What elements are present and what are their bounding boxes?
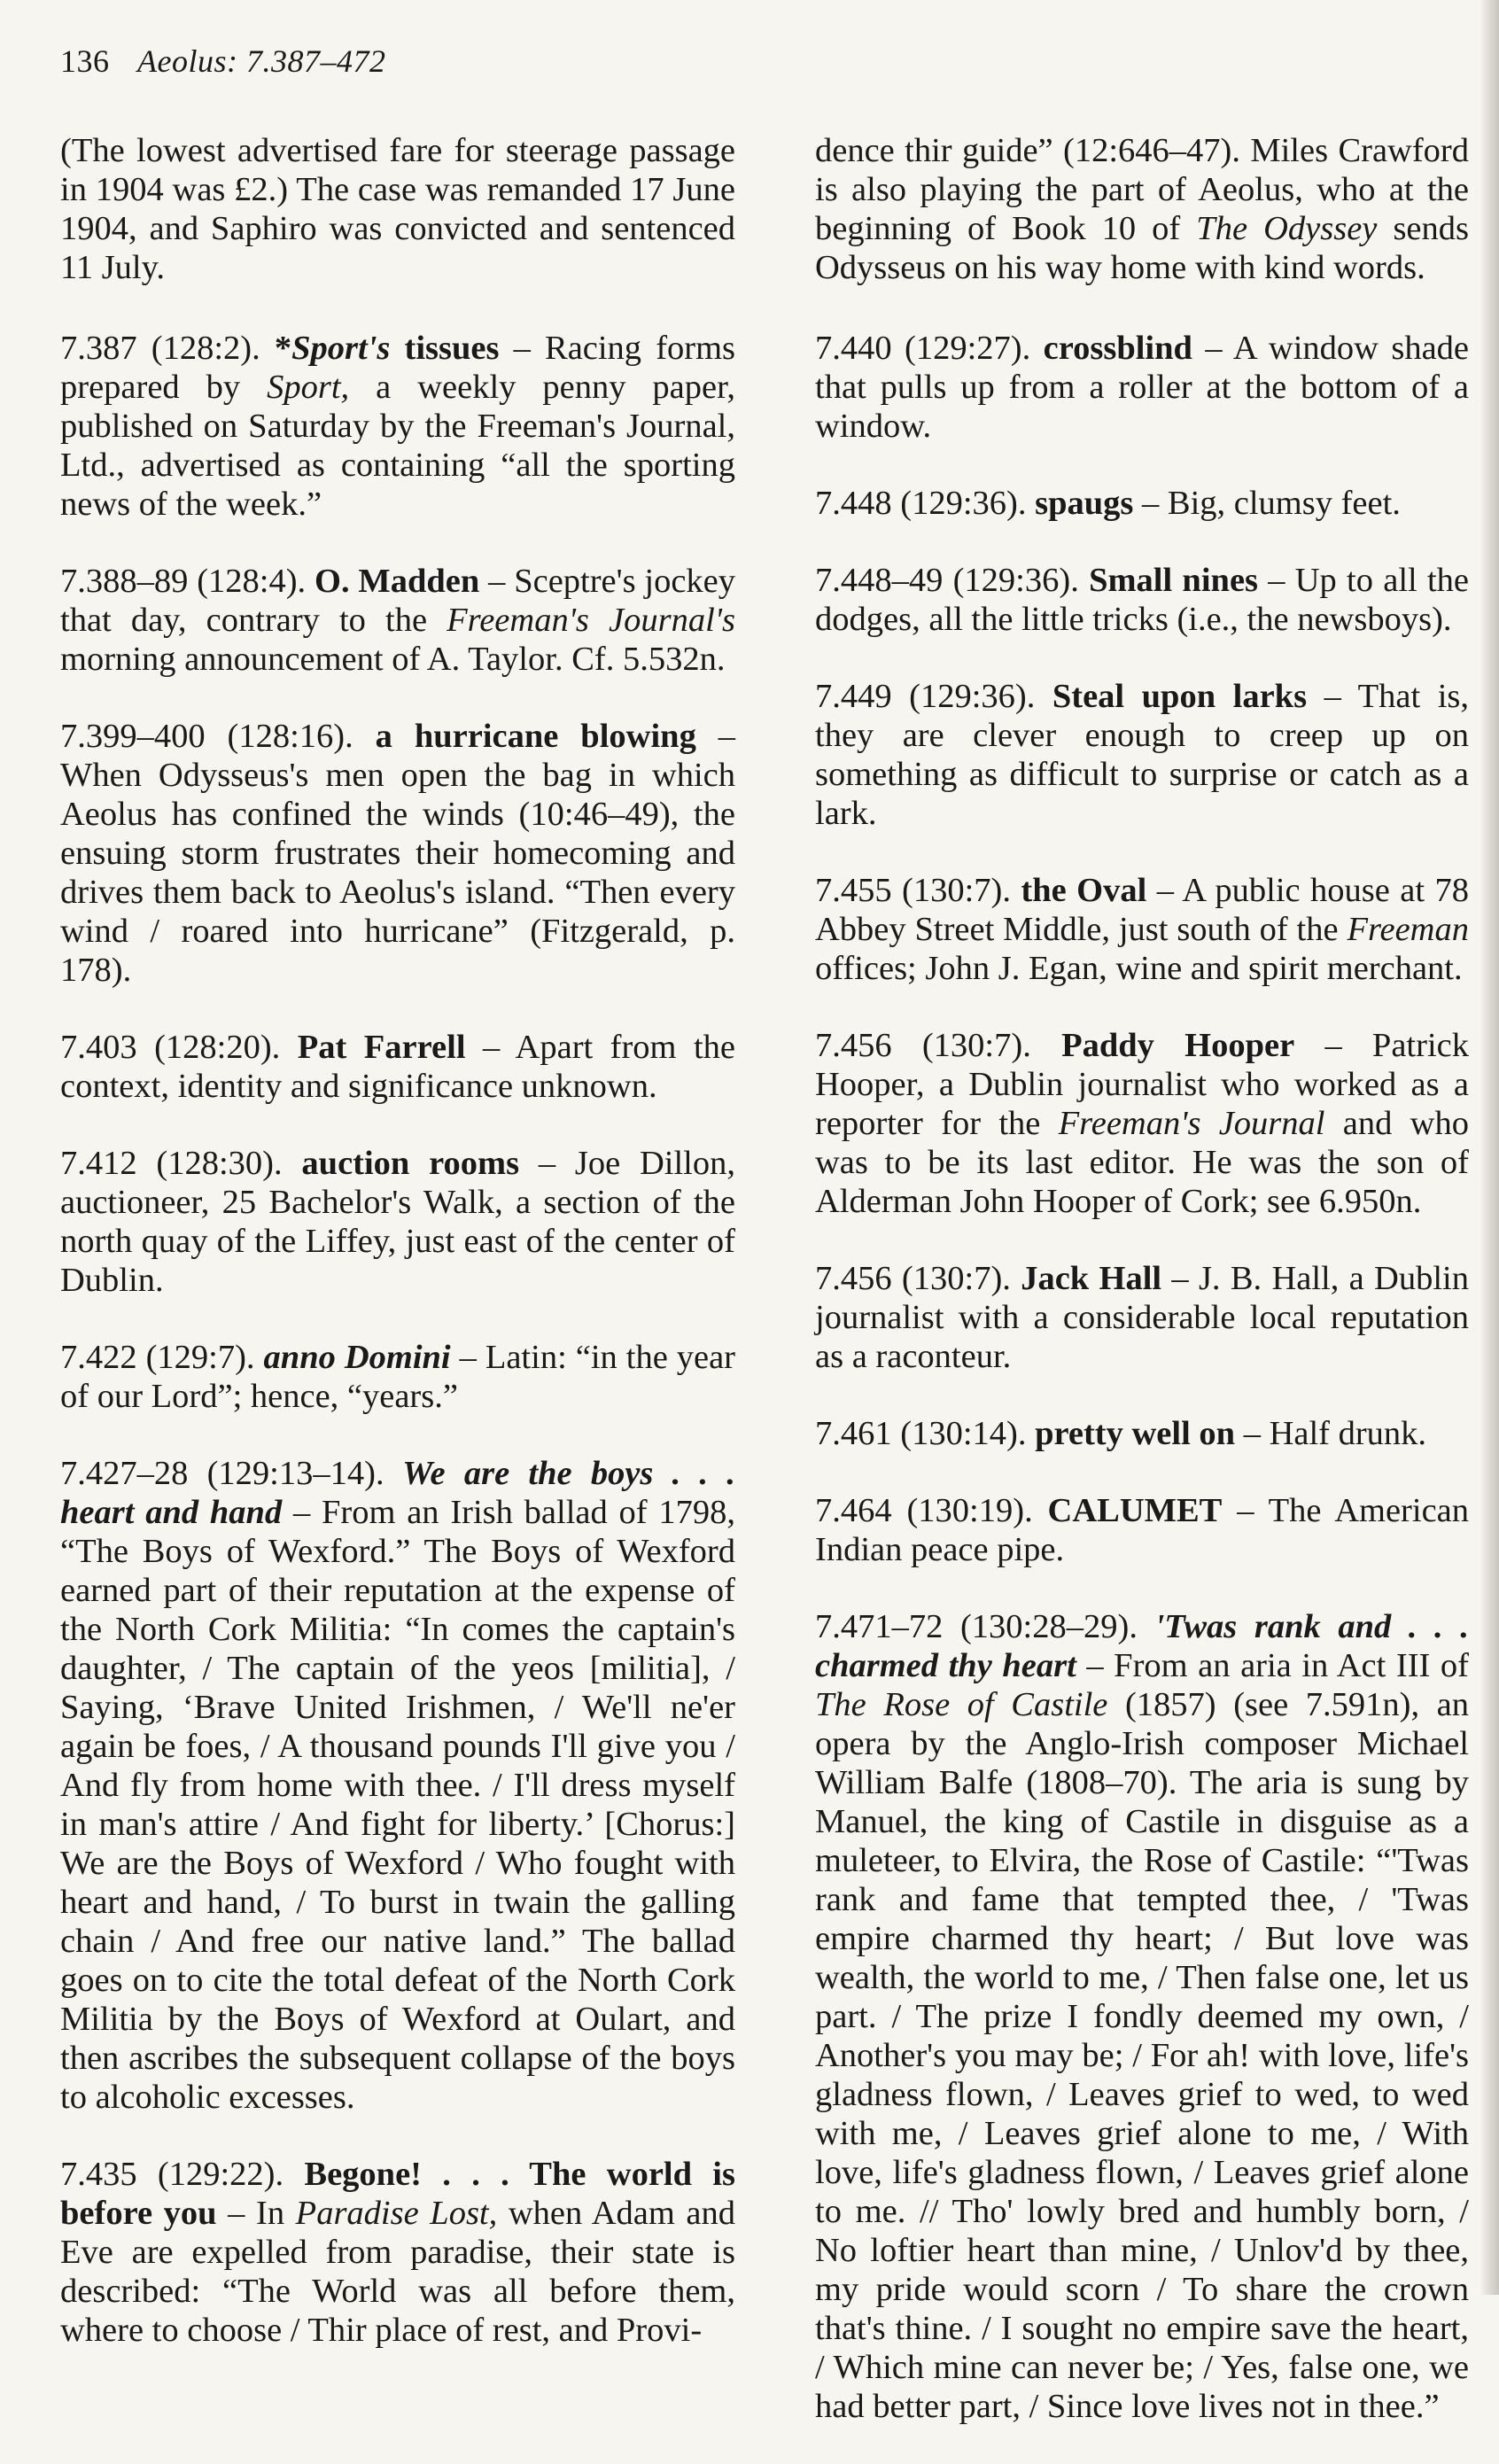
note-body: – In: [216, 2195, 296, 2232]
note-body: – From an aria in Act III of: [1076, 1647, 1469, 1684]
note-body: – Half drunk.: [1235, 1415, 1427, 1452]
note-entry: [60, 1454, 735, 2117]
note-lemma: spaugs: [1026, 485, 1134, 522]
note-entry: [60, 1144, 735, 1300]
note-entry: [815, 1491, 1469, 1569]
note-lemma: Paddy Hooper: [1030, 1027, 1295, 1064]
note-body: – When Odysseus's men open the bag in which Aeolus has confined the winds (10:46–49), the ensuing storm frustrates their homecoming and drives them back to Aeolus's island. “Then every wind / roared into hurricane” (Fitzgerald, p. 178).: [60, 718, 735, 989]
note-reference: 7.464 (130:19).: [815, 1492, 1033, 1529]
note-reference: 7.455 (130:7).: [815, 872, 1012, 909]
note-lemma: the Oval: [1011, 872, 1147, 909]
note-entry: [815, 1607, 1469, 2426]
note-title-italic: Freeman's Journal: [1058, 1105, 1325, 1142]
note-reference: 7.388–89 (128:4).: [60, 563, 307, 600]
note-entry: [60, 2155, 735, 2350]
note-entry: [815, 871, 1469, 988]
note-lemma: anno Domini: [254, 1339, 451, 1376]
note-body: – J. B. Hall, a Dublin journalist with a considerable local reputation as a raconteur.: [815, 1260, 1470, 1375]
note-lemma: tissues: [390, 330, 500, 367]
note-reference: 7.456 (130:7).: [815, 1260, 1011, 1297]
note-body: sends Odysseus on his way home with kind words.: [815, 210, 1469, 286]
note-title-italic: The Rose of Castile: [815, 1686, 1108, 1723]
note-body: – That is, they are clever enough to creep up on something as difficult to surprise or catch as a lark.: [815, 678, 1469, 832]
note-body: offices; John J. Egan, wine and spirit merchant.: [815, 950, 1463, 987]
note-body: when Adam and Eve are expelled from paradise, their state is described: “The World was all before them, where to choose / Thir place of rest, and Provi-: [60, 2195, 735, 2349]
note-lemma: Pat Farrell: [280, 1029, 466, 1066]
note-entry: [60, 329, 735, 524]
left-column: [60, 131, 735, 2388]
note-lemma: a hurricane blowing: [353, 718, 696, 755]
note-lemma: Begone! . . . The world is before you: [60, 2156, 735, 2232]
note-body: – A window shade that pulls up from a roller at the bottom of a window.: [815, 330, 1470, 445]
note-reference: 7.456 (130:7).: [815, 1027, 1031, 1064]
note-lemma: auction rooms: [282, 1145, 520, 1182]
note-body: – Apart from the context, identity and significance unknown.: [60, 1029, 735, 1105]
note-entry: [60, 562, 735, 679]
note-lemma: crossblind: [1030, 330, 1192, 367]
note-reference: 7.471–72 (130:28–29).: [815, 1608, 1138, 1645]
note-body: morning announcement of A. Taylor. Cf. 5.532n.: [60, 641, 726, 678]
note-body: – From an Irish ballad of 1798, “The Boys of Wexford.” The Boys of Wexford earned part of their reputation at the expense of the North Cork Militia: “In comes the captain's daughter, / The captain of the yeos [militia], / Saying, ‘Brave United Irishmen, / We'll ne'er again be foes, / A thousand pounds I'll give you / And fly from home with thee. / I'll dress myself in man's attire / And fight for liberty.’ [Chorus:] We are the Boys of Wexford / Who fought with heart and hand, / To burst in twain the galling chain / And free our native land.” The ballad goes on to cite the total defeat of the North Cork Militia by the Boys of Wexford at Oulart, and then ascribes the subsequent collapse of the boys to alcoholic excesses.: [60, 1494, 735, 2116]
note-entry: [815, 329, 1469, 446]
note-entry: [60, 717, 735, 990]
note-entry: [815, 561, 1469, 639]
right-column: [815, 131, 1469, 2464]
note-title-italic: Paradise Lost,: [295, 2195, 498, 2232]
note-body: – Sceptre's jockey that day, contrary to the: [60, 563, 735, 639]
note-reference: 7.461 (130:14).: [815, 1415, 1027, 1452]
note-body: a weekly penny paper, published on Saturday by the Freeman's Journal, Ltd., advertised as containing “all the sporting news of the week.”: [60, 369, 736, 523]
note-reference: 7.422 (129:7).: [60, 1339, 255, 1376]
note-lemma: Steal upon larks: [1035, 678, 1308, 715]
note-title-italic: The Odyssey: [1196, 210, 1378, 247]
note-entry: [815, 677, 1469, 833]
note-reference: 7.427–28 (129:13–14).: [60, 1455, 384, 1492]
note-lemma-italic: Sport's: [291, 330, 391, 367]
note-body: – A public house at 78 Abbey Street Middle, just south of the: [815, 872, 1469, 948]
note-body: dence thir guide” (12:646–47). Miles Crawford is also playing the part of Aeolus, who at the beginning of Book 10 of: [815, 132, 1469, 247]
note-entry: [815, 1414, 1469, 1453]
note-body: – Racing forms prepared by: [60, 330, 736, 406]
note-body: – Joe Dillon, auctioneer, 25 Bachelor's Walk, a section of the north quay of the Liffey, just east of the center of Dublin.: [60, 1145, 735, 1299]
note-lemma: Small nines: [1078, 562, 1259, 599]
note-body: – The American Indian peace pipe.: [815, 1492, 1469, 1568]
note-body: – Big, clumsy feet.: [1133, 485, 1401, 522]
note-title-italic: Sport,: [267, 369, 350, 406]
note-lemma: CALUMET: [1032, 1492, 1223, 1529]
page-number: 136: [60, 43, 110, 79]
note-reference: 7.403 (128:20).: [60, 1029, 281, 1066]
note-reference: 7.440 (129:27).: [815, 330, 1031, 367]
note-body: – Patrick Hooper, a Dublin journalist who worked as a reporter for the: [815, 1027, 1469, 1142]
note-reference: 7.435 (129:22).: [60, 2156, 284, 2193]
note-lemma-marker: *: [260, 330, 292, 367]
note-text: (The lowest advertised fare for steerage passage in 1904 was £2.) The case was remanded 17 June 1904, and Saphiro was convicted and sentenced 11 July.: [60, 132, 735, 286]
note-reference: 7.448 (129:36).: [815, 485, 1027, 522]
note-entry: [60, 131, 735, 287]
note-body: – Latin: “in the year of our Lord”; hence, “years.”: [60, 1339, 735, 1415]
running-header: [60, 43, 385, 80]
running-title: Aeolus: 7.387–472: [137, 43, 386, 79]
note-reference: 7.449 (129:36).: [815, 678, 1036, 715]
note-lemma: We are the boys . . . heart and hand: [60, 1455, 736, 1531]
note-body: – Up to all the dodges, all the little tricks (i.e., the newsboys).: [815, 562, 1469, 638]
note-reference: 7.399–400 (128:16).: [60, 718, 353, 755]
note-body: and who was to be its last editor. He was the son of Alderman John Hooper of Cork; see 6.950n.: [815, 1105, 1469, 1220]
note-lemma: Jack Hall: [1010, 1260, 1162, 1297]
note-title-italic: Freeman: [1347, 911, 1469, 948]
note-entry: [60, 1028, 735, 1106]
note-entry: [815, 1026, 1469, 1221]
note-reference: 7.412 (128:30).: [60, 1145, 283, 1182]
note-lemma: 'Twas rank and . . . charmed thy heart: [815, 1608, 1469, 1684]
note-entry: [815, 484, 1469, 523]
page-edge-shadow: [1480, 0, 1499, 2295]
note-reference: 7.448–49 (129:36).: [815, 562, 1079, 599]
note-lemma: pretty well on: [1026, 1415, 1236, 1452]
note-entry: [815, 1259, 1469, 1376]
note-entry: [815, 131, 1469, 287]
note-title-italic: Freeman's Journal's: [447, 602, 735, 639]
note-body: (1857) (see 7.591n), an opera by the Anglo-Irish composer Michael William Balfe (1808–70). The aria is sung by Manuel, the king of Castile in disguise as a muleteer, to Elvira, the Rose of Castile: “'Twas rank and fame that tempted thee, / 'Twas empire charmed thy heart; / But love was wealth, the world to me, / Then false one, let us part. / The prize I fondly deemed my own, / Another's you may be; / For ah! with love, life's gladness flown, / Leaves grief to wed, to wed with me, / Leaves grief alone to me, / With love, life's gladness flown, / Leaves grief alone to me. // Tho' lowly bred and humbly born, / No loftier heart than mine, / Unlov'd by thee, my pride would scorn / To share the crown that's thine. / I sought no empire save the heart, / Which mine can never be; / Yes, false one, we had better part, / Since love lives not in thee.”: [815, 1686, 1470, 2425]
note-entry: [60, 1338, 735, 1416]
note-reference: 7.387 (128:2).: [60, 330, 260, 367]
note-lemma: O. Madden: [306, 563, 480, 600]
